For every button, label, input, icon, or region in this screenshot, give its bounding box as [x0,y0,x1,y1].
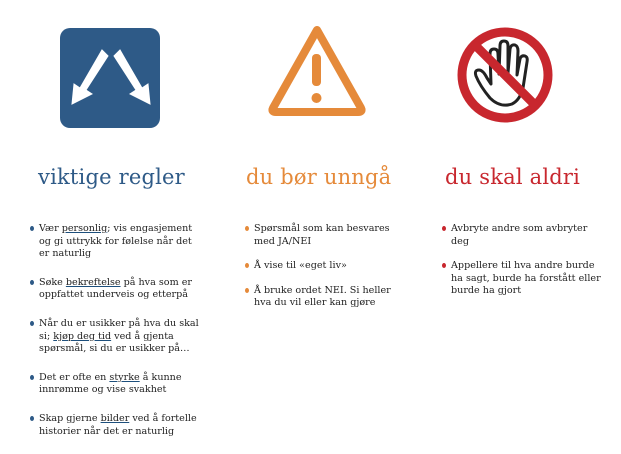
bullet-dot-icon [30,416,34,421]
item-text: ; vis engasjement og gi uttrykk for følelse når det er naturlig [39,223,193,260]
emphasis-text: bilder [100,412,130,424]
emphasis-text: bekreftelse [65,276,121,288]
item-text: Vær [39,223,62,234]
bullet-dot-icon [442,226,446,231]
stop-hand-icon [456,26,554,124]
item-text: Spørsmål som kan besvares med JA/NEI [254,223,390,247]
list-item [442,260,602,298]
rules-list [30,223,202,454]
item-text: ved å fortelle historier når det er naturlig [39,412,197,437]
warning-icon [267,24,367,116]
arrows-down-icon [58,26,162,130]
item-text: Søke [39,276,66,288]
bullet-dot-icon [245,288,249,293]
item-text: Det er ofte en [39,371,110,383]
bullet-dot-icon [245,263,249,268]
list-item [30,372,202,397]
item-text: Når du er usikker på hva du skal si; [39,317,199,342]
item-text: Avbryte andre som avbryter deg [451,223,588,247]
bullet-dot-icon [245,226,249,231]
item-text: ved å gjenta spørsmål, si du er usikker på… [39,330,190,355]
emphasis-text: kjøp deg tid [53,330,112,342]
never-list [442,223,602,310]
bullet-dot-icon [30,226,34,231]
list-item [30,223,202,261]
bullet-dot-icon [30,375,34,380]
list-item [245,223,405,248]
list-item [245,285,405,310]
item-text: Å bruke ordet NEI. Si heller hva du vil eller kan gjøre [254,284,391,309]
heading-should-avoid: du bør unngå [246,165,392,189]
item-text: Å vise til «eget liv» [254,260,347,272]
emphasis-text: personlig [61,223,108,234]
bullet-dot-icon [442,263,446,268]
item-text: å kunne innrømme og vise svakhet [39,371,182,396]
item-text: Skap gjerne [39,412,101,424]
list-item [442,223,602,248]
heading-never-do: du skal aldri [445,165,581,189]
heading-important-rules: viktige regler [38,165,185,189]
item-text: Appellere til hva andre burde ha sagt, burde ha forstått eller burde ha gjort [451,260,601,297]
bullet-dot-icon [30,321,34,326]
list-item [30,413,202,438]
item-text: på hva som er oppfattet underveis og etterpå [39,276,192,301]
bullet-dot-icon [30,280,34,285]
list-item [245,260,405,273]
emphasis-text: styrke [109,371,140,383]
list-item [30,318,202,356]
avoid-list [245,223,405,322]
list-item [30,277,202,302]
